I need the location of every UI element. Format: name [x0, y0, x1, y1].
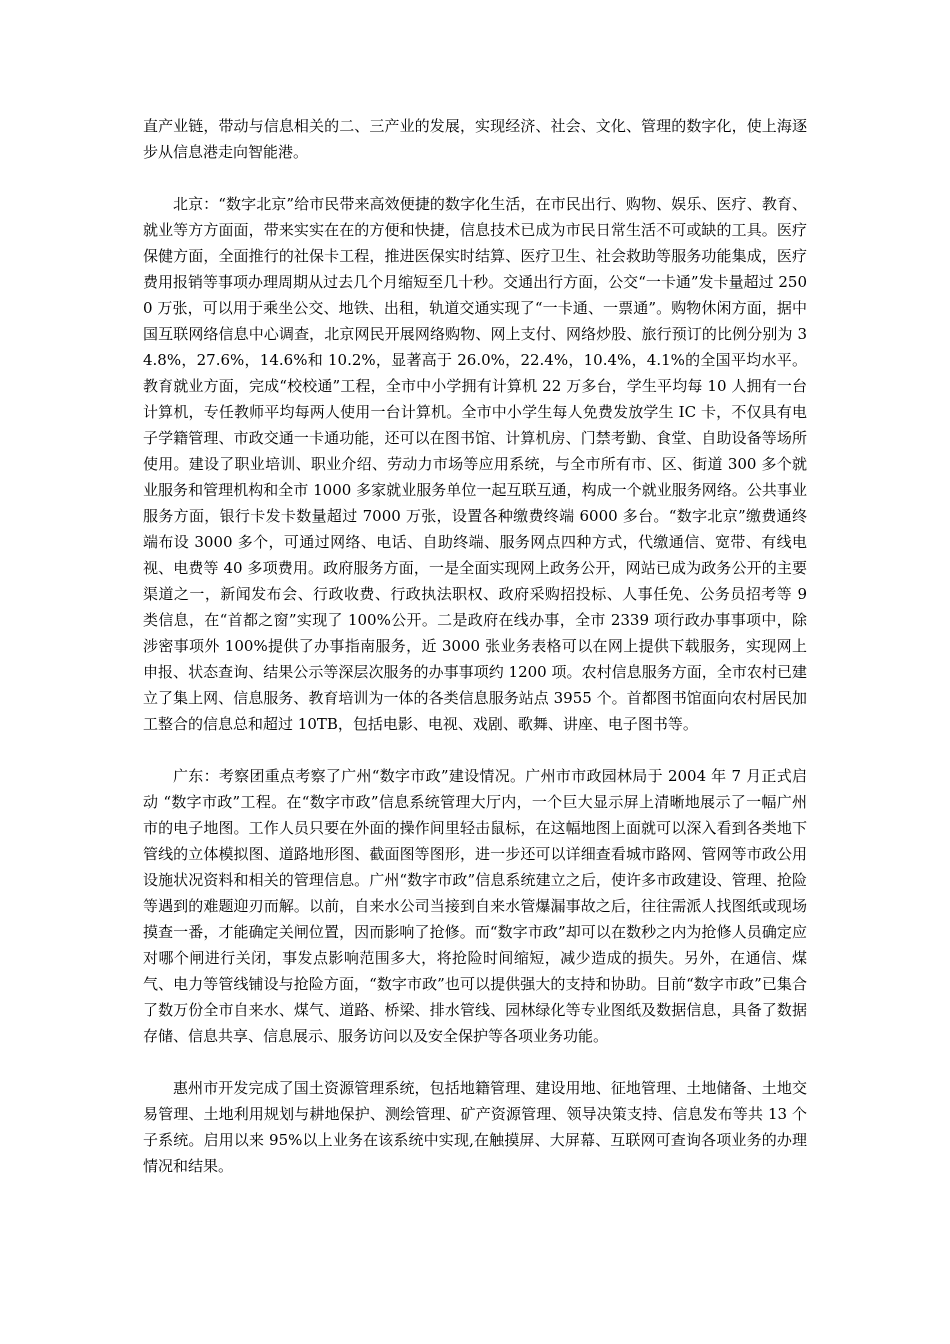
- paragraph-huizhou: 惠州市开发完成了国土资源管理系统，包括地籍管理、建设用地、征地管理、土地储备、土地交易管理、土地利用规划与耕地保护、测绘管理、矿产资源管理、领导决策支持、信息发布等共 13 个子系统。启用以来 95%以上业务在该系统中实现,在触摸屏、大屏幕、互联网可查询各项业务的办理情况和结果。: [143, 1079, 807, 1175]
- paragraph-beijing: 北京：“数字北京”给市民带来高效便捷的数字化生活，在市民出行、购物、娱乐、医疗、教育、就业等方方面面，带来实实在在的方便和快捷，信息技术已成为市民日常生活不可或缺的工具。医疗保健方面，全面推行的社保卡工程，推进医保实时结算、医疗卫生、社会救助等服务功能集成，医疗费用报销等事项办理周期从过去几个月缩短至几十秒。交通出行方面，公交“一卡通”发卡量超过 2500 万张，可以用于乘坐公交、地铁、出租，轨道交通实现了“一卡通、一票通”。购物休闲方面，据中国互联网络信息中心调查，北京网民开展网络购物、网上支付、网络炒股、旅行预订的比例分别为 34.8%，27.6%，14.6%和 10.2%，显著高于 26.0%，22.4%，10.4%，4.1%的全国平均水平。教育就业方面，完成“校校通”工程，全市中小学拥有计算机 22 万多台，学生平均每 10 人拥有一台计算机，专任教师平均每两人使用一台计算机。全市中小学生每人免费发放学生 IC 卡，不仅具有电子学籍管理、市政交通一卡通功能，还可以在图书馆、计算机房、门禁考勤、食堂、自助设备等场所使用。建设了职业培训、职业介绍、劳动力市场等应用系统，与全市所有市、区、街道 300 多个就业服务和管理机构和全市 1000 多家就业服务单位一起互联互通，构成一个就业服务网络。公共事业服务方面，银行卡发卡数量超过 7000 万张，设置各种缴费终端 6000 多台。“数字北京”缴费通终端布设 3000 多个，可通过网络、电话、自助终端、服务网点四种方式，代缴通信、宽带、有线电视、电费等 40 多项费用。政府服务方面，一是全面实现网上政务公开，网站已成为政务公开的主要渠道之一，新闻发布会、行政收费、行政执法职权、政府采购招投标、人事任免、公务员招考等 9 类信息，在“首都之窗”实现了 100%公开。二是政府在线办事，全市 2339 项行政办事事项中，除涉密事项外 100%提供了办事指南服务，近 3000 张业务表格可以在网上提供下载服务，实现网上申报、状态查询、结果公示等深层次服务的办事事项约 1200 项。农村信息服务方面，全市农村已建立了集上网、信息服务、教育培训为一体的各类信息服务站点 3955 个。首都图书馆面向农村居民加工整合的信息总和超过 10TB，包括电影、电视、戏剧、歌舞、讲座、电子图书等。: [143, 195, 807, 733]
- paragraph-shanghai-continuation: 直产业链，带动与信息相关的二、三产业的发展，实现经济、社会、文化、管理的数字化，使上海逐步从信息港走向智能港。: [143, 117, 807, 161]
- paragraph-guangdong: 广东：考察团重点考察了广州“数字市政”建设情况。广州市市政园林局于 2004 年 7 月正式启动 “数字市政”工程。在“数字市政”信息系统管理大厅内，一个巨大显示屏上清晰地展示了一幅广州市的电子地图。工作人员只要在外面的操作间里轻击鼠标，在这幅地图上面就可以深入看到各类地下管线的立体模拟图、道路地形图、截面图等图形，进一步还可以详细查看城市路网、管网等市政公用设施状况资料和相关的管理信息。广州“数字市政”信息系统建立之后，使许多市政建设、管理、抢险等遇到的难题迎刃而解。以前，自来水公司当接到自来水管爆漏事故之后，往往需派人找图纸或现场摸查一番，才能确定关闸位置，因而影响了抢修。而“数字市政”却可以在数秒之内为抢修人员确定应对哪个闸进行关闭，事发点影响范围多大，将抢险时间缩短，减少造成的损失。另外，在通信、煤气、电力等管线铺设与抢险方面，“数字市政”也可以提供强大的支持和协助。目前“数字市政”已集合了数万份全市自来水、煤气、道路、桥梁、排水管线、园林绿化等专业图纸及数据信息，具备了数据存储、信息共享、信息展示、服务访问以及安全保护等各项业务功能。: [143, 767, 807, 1045]
- document-page: [143, 113, 807, 1205]
